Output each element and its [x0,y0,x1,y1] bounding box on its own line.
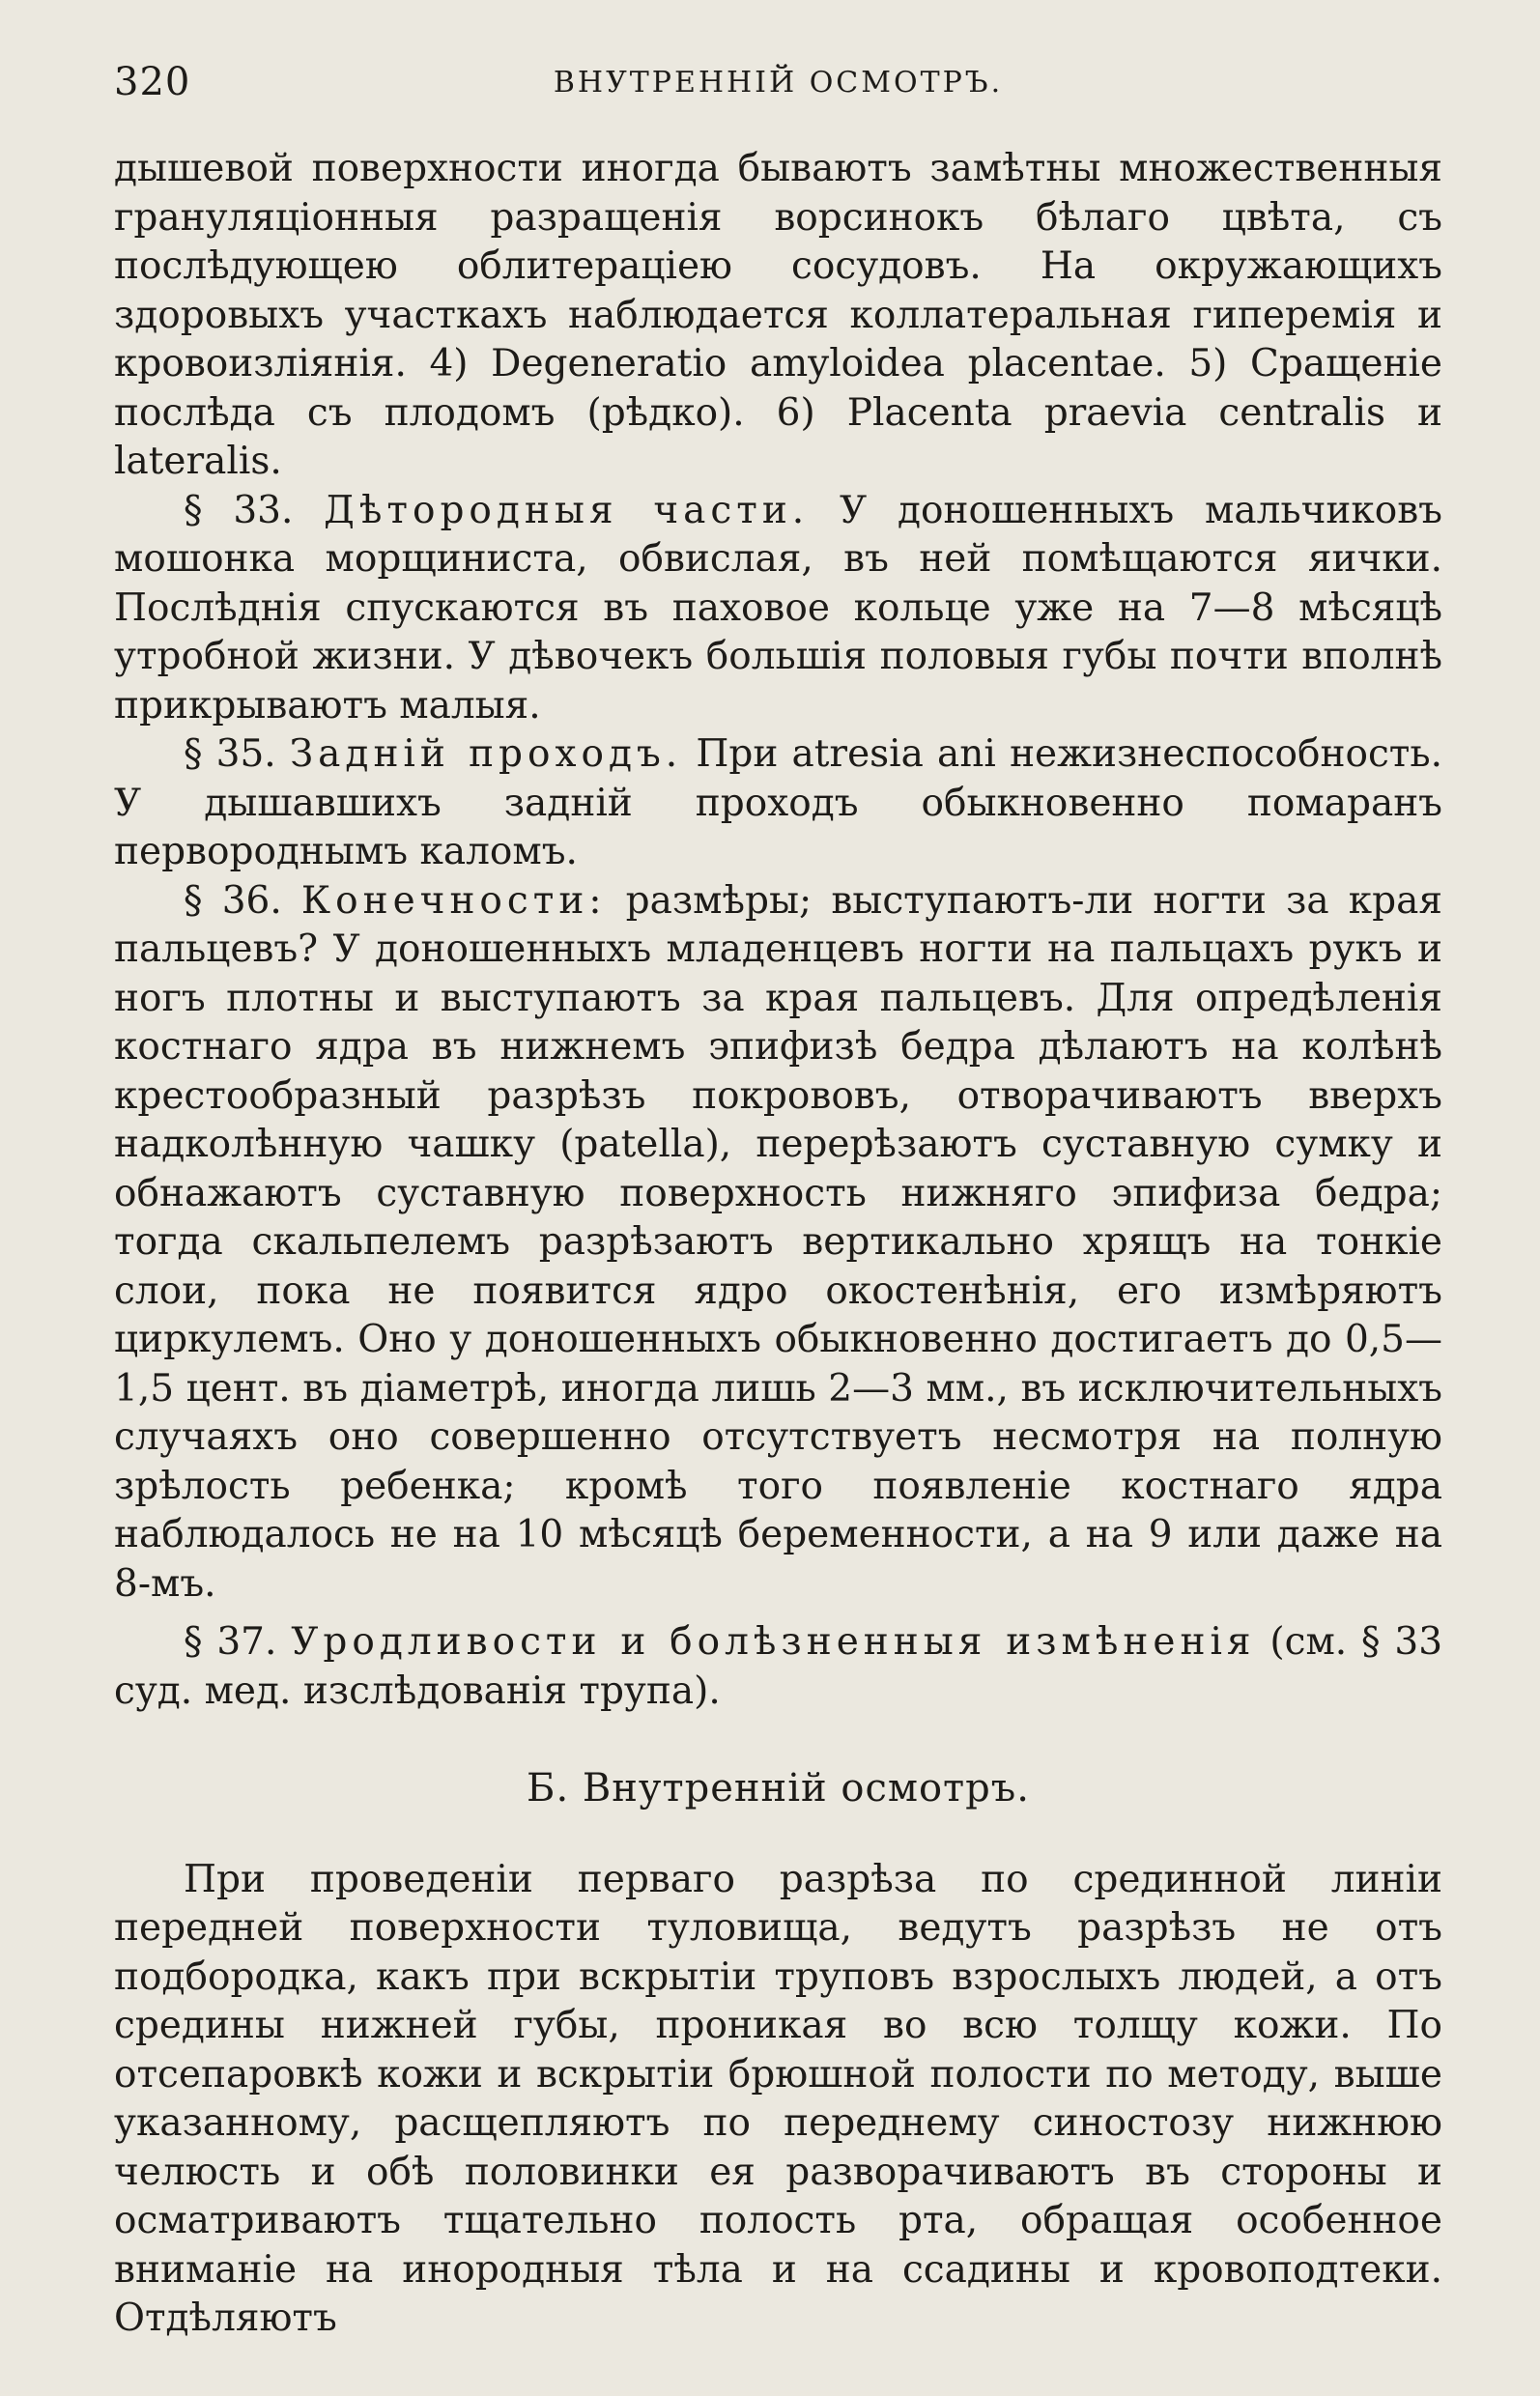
section-35-paragraph [114,730,1442,877]
section-33-title: Дѣтородныя части. [324,488,810,532]
section-37-text: (см. § 33 суд. мед. изслѣдованія трупа). [114,1620,1443,1713]
section-b-heading: Б. Внутренній осмотръ. [527,1766,1030,1811]
section-36-paragraph [114,877,1442,1610]
running-head [114,60,1442,118]
section-37-paragraph [114,1618,1442,1716]
page-number: 320 [114,60,191,104]
section-35-number: § 35. [184,732,276,776]
section-36-title: Конечности: [300,878,607,923]
section-37-number: § 37. [184,1620,277,1664]
paragraph-internal-exam: При проведеніи перваго разрѣза по срединной линіи передней поверхности туловища, ведутъ разрѣзъ не отъ подбородка, какъ при вскрытіи труповъ взрослыхъ людей, а отъ средины нижней губы, проникая во всю толщу кожи. По отсепаровкѣ кожи и вскрытіи брюшной полости по методу, выше указанному, расщепляютъ по переднему синостозу нижнюю челюсть и обѣ половинки ея разворачиваютъ въ стороны и осматриваютъ тщательно полость рта, обращая особенное вниманіе на инородныя тѣла и на ссадины и кровоподтеки. Отдѣляютъ [114,1857,1442,2340]
section-36-number: § 36. [184,878,282,923]
section-37-title: Уродливости и болѣзненныя измѣненія [291,1620,1256,1664]
body-text [114,145,1442,2344]
paragraph-placenta-continuation: дышевой поверхности иногда бываютъ замѣтны множественныя грануляціонныя разращенія ворсинокъ бѣлаго цвѣта, съ послѣдующею облитераціею сосудовъ. На окружающихъ здоровыхъ участкахъ наблюдается коллатеральная гиперемія и кровоизліянія. 4) Degeneratio amyloidea placentae. 5) Сращеніе послѣда съ плодомъ (рѣдко). 6) Placenta praevia centralis и lateralis. [114,147,1442,483]
section-33-paragraph [114,487,1442,731]
section-33-text: У доношенныхъ мальчиковъ мошонка морщиниста, обвислая, въ ней помѣщаются яички. Послѣднія спускаются въ паховое кольце уже на 7—8 мѣсяцѣ утробной жизни. У дѣвочекъ большія половыя губы почти вполнѣ прикрываютъ малыя. [114,488,1442,727]
section-35-title: Задній проходъ. [289,732,683,776]
section-35-text: При atresia ani нежизнеспособность. У дышавшихъ задній проходъ обыкновенно помаранъ первороднымъ каломъ. [114,732,1442,873]
section-36-text: размѣры; выступаютъ-ли ногти за края пальцевъ? У доношенныхъ младенцевъ ногти на пальцахъ рукъ и ногъ плотны и выступаютъ за края пальцевъ. Для опредѣленія костнаго ядра въ нижнемъ эпифизѣ бедра дѣлаютъ на колѣнѣ крестообразный разрѣзъ покрововъ, отворачиваютъ вверхъ надколѣнную чашку (patella), перерѣзаютъ суставную сумку и обнажаютъ суставную поверхность нижняго эпифиза бедра; тогда скальпелемъ разрѣзаютъ вертикально хрящъ на тонкіе слои, пока не появится ядро окостенѣнія, его измѣряютъ циркулемъ. Оно у доношенныхъ обыкновенно достигаетъ до 0,5—1,5 цент. въ діаметрѣ, иногда лишь 2—3 мм., въ исключительныхъ случаяхъ оно совершенно отсутствуетъ несмотря на полную зрѣлость ребенка; кромѣ того появленіе костнаго ядра наблюдалось не на 10 мѣсяцѣ беременности, а на 9 или даже на 8-мъ. [114,878,1443,1606]
running-title: ВНУТРЕННІЙ ОСМОТРЪ. [553,66,1004,100]
section-33-number: § 33. [184,488,294,532]
